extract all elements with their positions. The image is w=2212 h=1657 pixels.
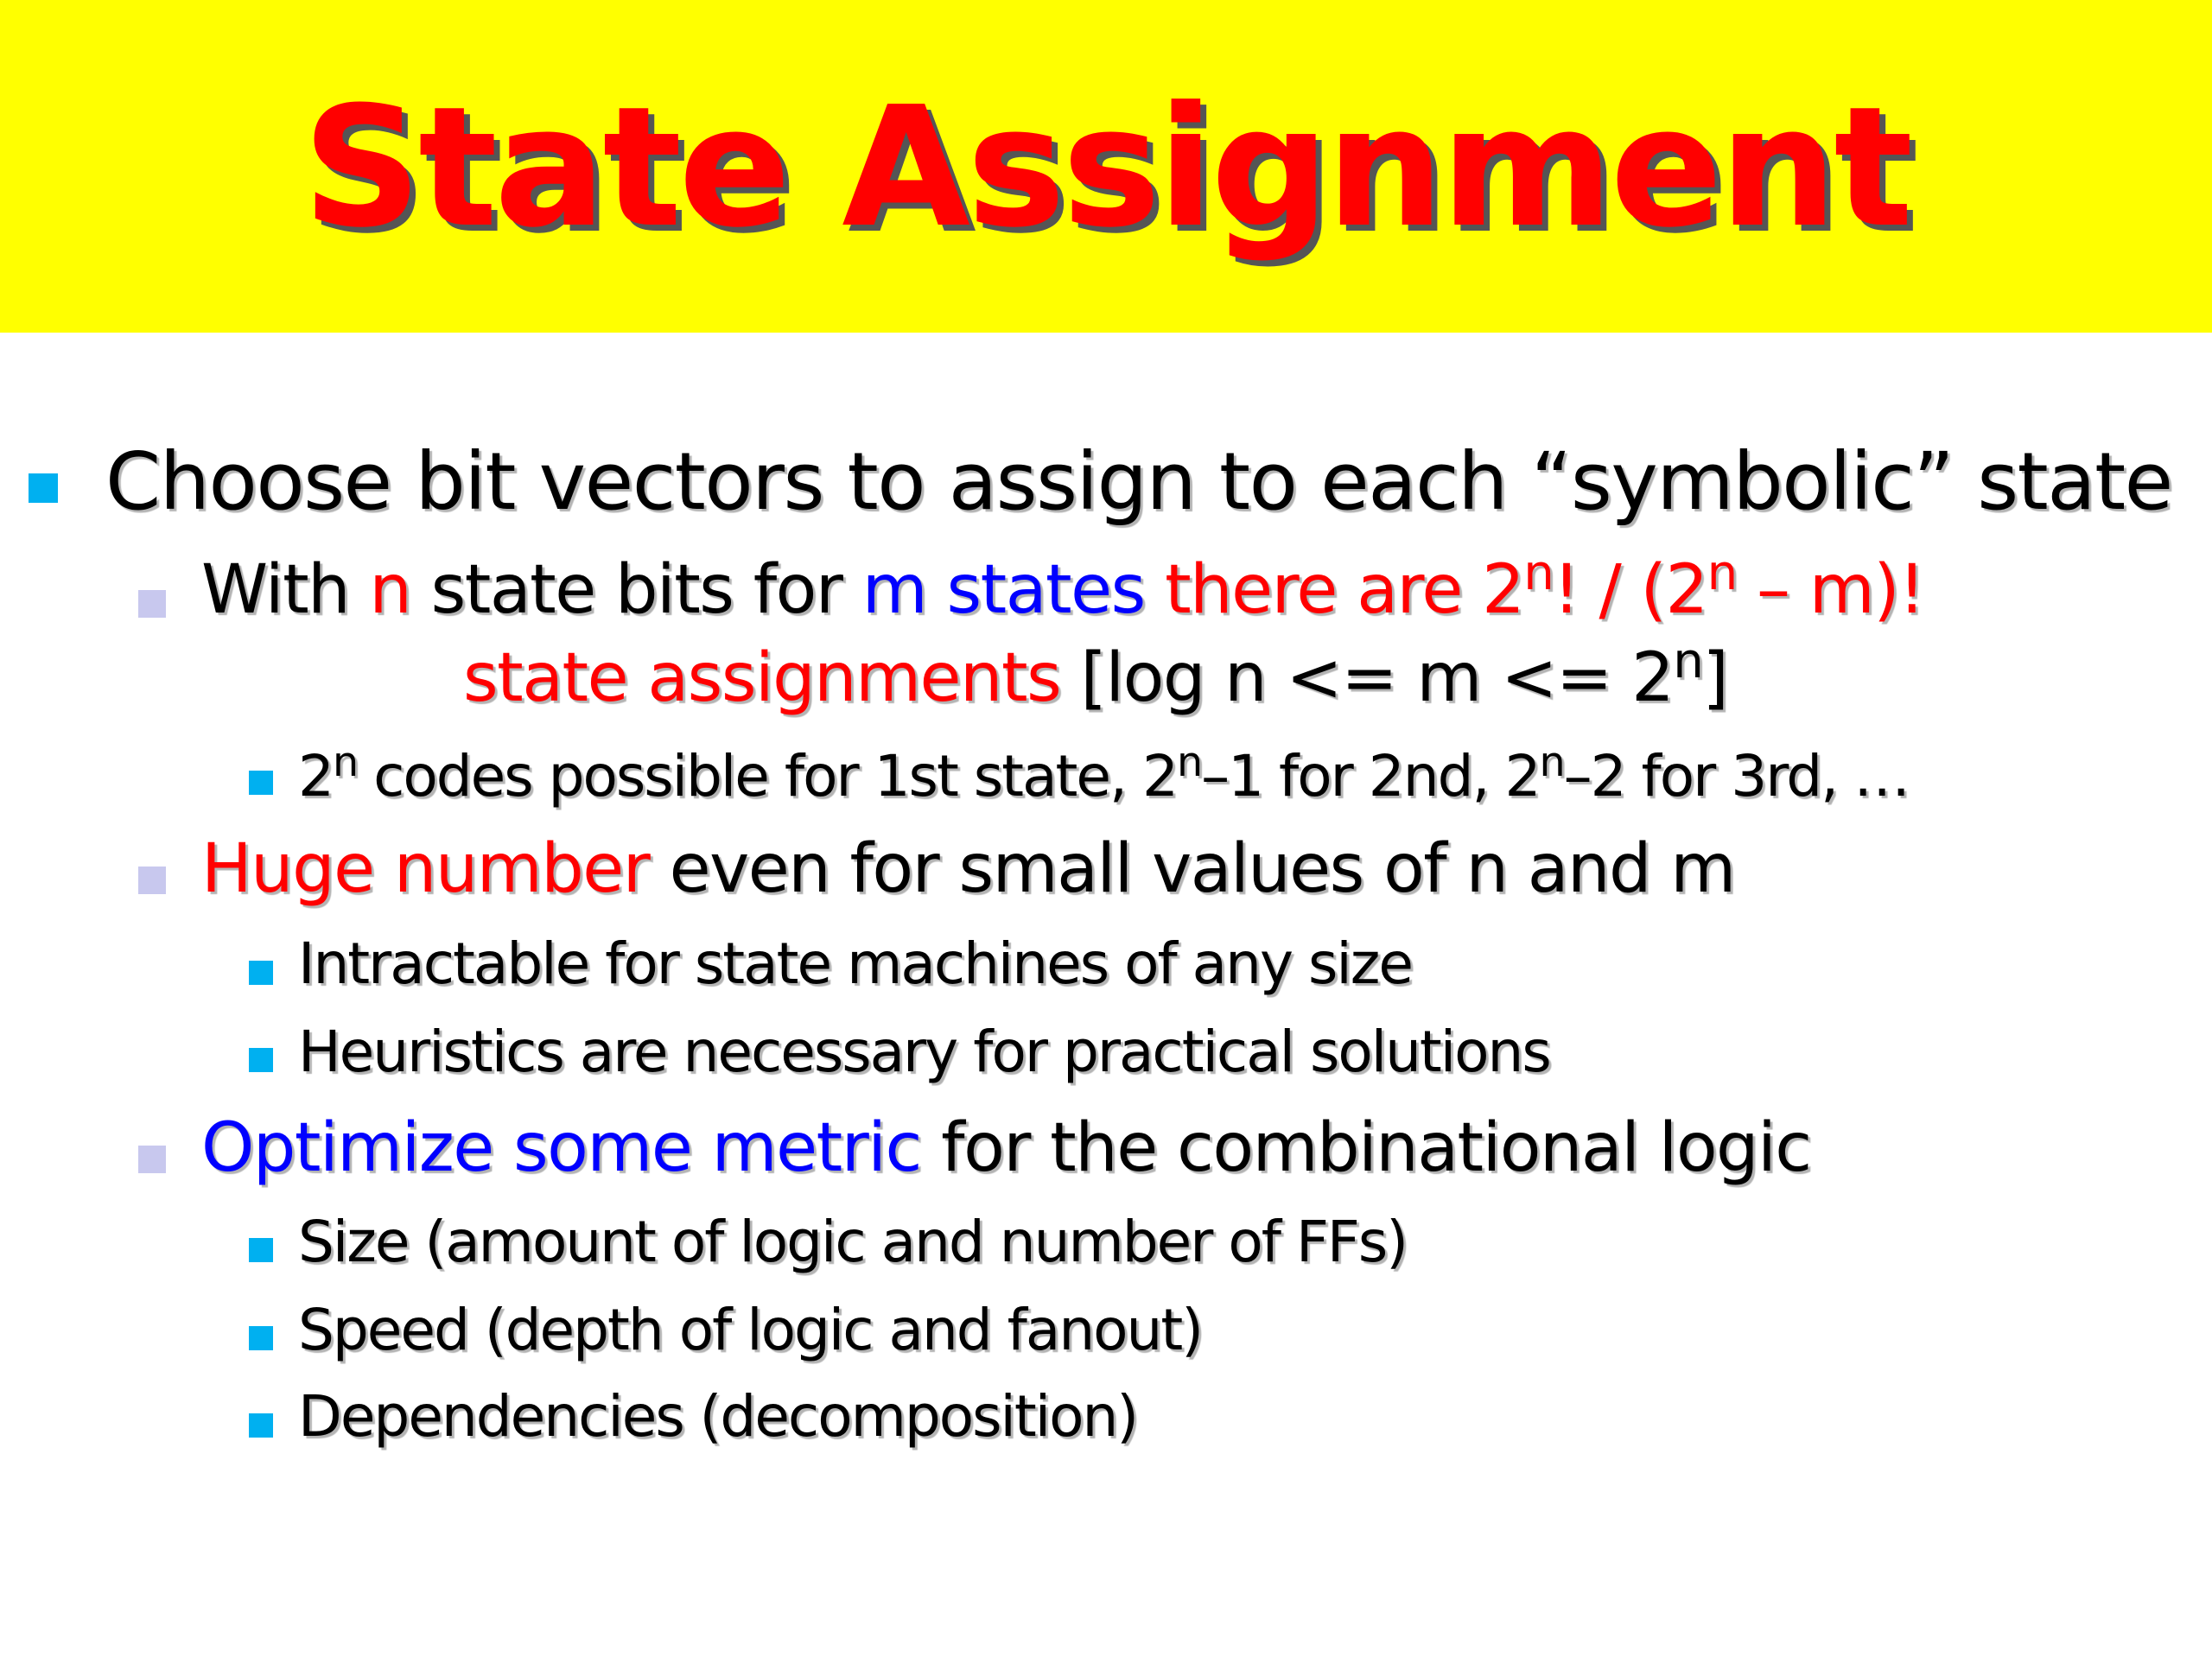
bullet-heuristics: Heuristics are necessary for practical solutions	[298, 1019, 1550, 1085]
bullet-square-icon	[249, 771, 273, 795]
bullet-huge-number: Huge number even for small values of n and m	[201, 830, 1735, 908]
bullet-choose-bit-vectors: Choose bit vectors to assign to each “symbolic” state	[105, 435, 2172, 528]
bullet-speed: Speed (depth of logic and fanout)	[298, 1297, 1203, 1363]
bullet-square-icon	[29, 473, 58, 503]
bullet-square-icon	[249, 961, 273, 985]
bullet-intractable: Intractable for state machines of any size	[298, 930, 1412, 997]
slide-title: State Assignment	[302, 72, 1910, 264]
bullet-codes-possible: 2$^n$ codes possible for 1st state, 2$^n$–1 for 2nd, 2$^n$–2 for 3rd, …	[298, 739, 1910, 809]
bullet-square-icon	[138, 867, 166, 894]
title-band	[0, 0, 2212, 333]
bullet-size: Size (amount of logic and number of FFs)	[298, 1209, 1408, 1275]
bullet-square-icon	[249, 1048, 273, 1072]
bullet-square-icon	[249, 1413, 273, 1438]
bullet-square-icon	[138, 1146, 166, 1173]
bullet-square-icon	[138, 590, 166, 618]
bullet-state-assignments-count: With n state bits for m states there are 2$^n$! / (2$^n$ – m)!	[201, 545, 1924, 629]
bullet-dependencies: Dependencies (decomposition)	[298, 1383, 1138, 1450]
bullet-optimize-metric: Optimize some metric for the combinational logic	[201, 1109, 1811, 1187]
bullet-square-icon	[249, 1326, 273, 1350]
bullet-square-icon	[249, 1238, 273, 1262]
state-assignments-range: state assignments [log $n <= m <= 2^n$]	[463, 633, 1728, 717]
